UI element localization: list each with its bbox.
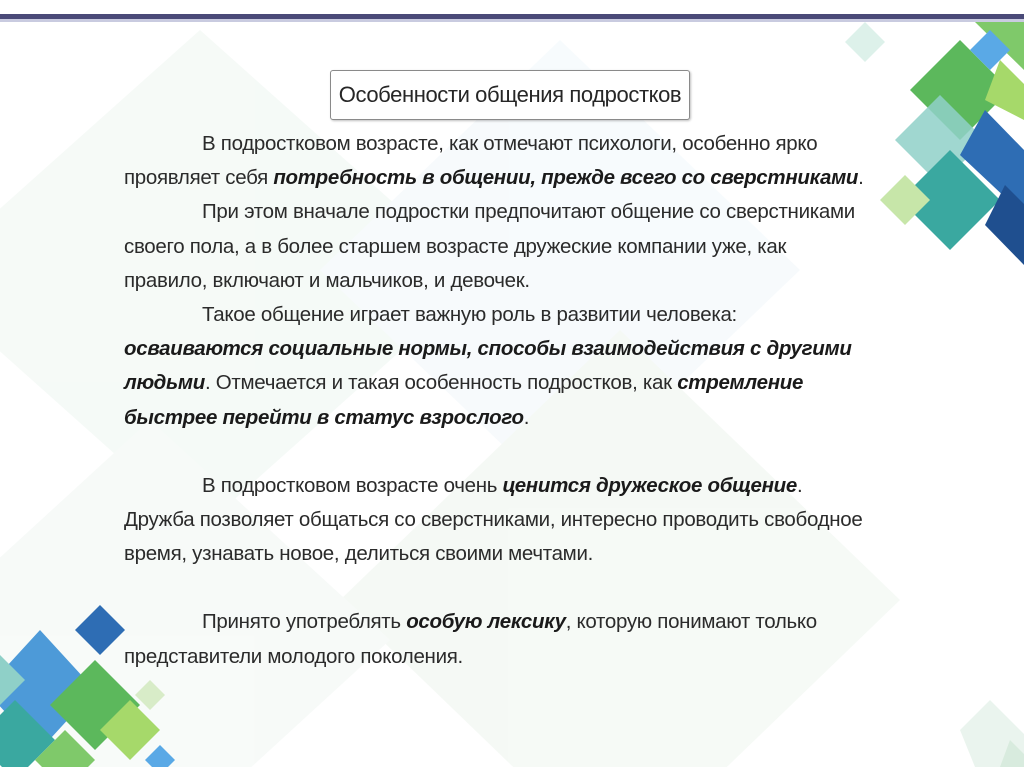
paragraph-4-emphasis: ценится дружеское общение [502,473,797,497]
paragraph-3-middle: . Отмечается и такая особенность подростков, как [204,371,678,395]
paragraph-4 [124,469,874,503]
paragraph-1-end: . [858,166,864,190]
slide-body-text [124,127,874,674]
paragraph-3-emphasis-2: стремление быстрее перейти в статус взрослого [124,371,804,429]
paragraph-1-emphasis: потребность в общении, прежде всего со сверстниками [273,166,859,190]
paragraph-6-text: Принято употреблять [202,610,407,634]
top-rule-shadow [0,19,1024,22]
paragraph-4-end: . [797,473,803,497]
paragraph-3-end: . [523,405,530,429]
paragraph-6-emphasis: особую лексику [406,610,566,634]
paragraph-5-text: Дружба позволяет общаться со сверстниками, интересно проводить свободное время, узнавать новое, делиться своими мечтами. [124,508,863,566]
slide-title-box [330,70,690,120]
paragraph-1 [124,127,874,195]
paragraph-1-text: В подростковом возрасте, как отмечают психологи, особенно ярко проявляет себя [124,132,818,190]
paragraph-gap [124,435,874,469]
paragraph-2-text: При этом вначале подростки предпочитают общение со сверстниками своего пола, а в более старшем возрасте дружеские компании уже, как правило, включают и мальчиков, и девочек. [124,200,855,292]
paragraph-3-text: Такое общение играет важную роль в развитии человека: [202,303,737,327]
paragraph-5 [124,503,874,571]
paragraph-4-text: В подростковом возрасте очень [202,473,503,497]
paragraph-gap [124,571,874,605]
paragraph-3 [124,298,874,435]
paragraph-6 [124,605,874,673]
paragraph-2 [124,195,874,298]
paragraph-3-emphasis-1: осваиваются социальные нормы, способы взаимодействия с другими людьми [124,337,852,395]
slide-title: Особенности общения подростков [338,82,682,107]
paragraph-6-end: , которую понимают только представители молодого поколения. [124,610,817,668]
bottom-right-cluster [960,700,1024,767]
